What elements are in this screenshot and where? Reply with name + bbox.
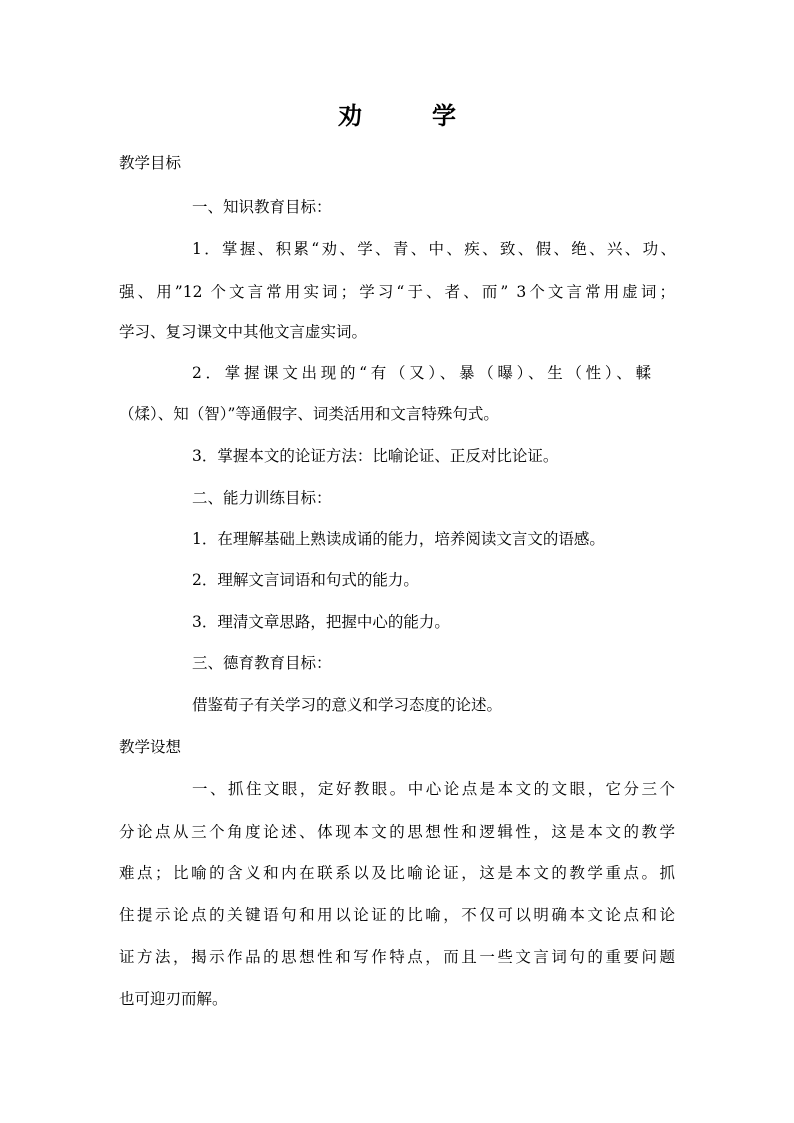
paragraph-line: 1．掌握、积累“劝、学、青、中、疾、致、假、绝、兴、功、 xyxy=(192,240,676,258)
paragraph-line: 住提示论点的关键语句和用以论证的比喻，不仅可以明确本文论点和论 xyxy=(119,906,675,924)
subheading-moral-goals: 三、德育教育目标： xyxy=(192,654,332,672)
paragraph-line: 也可迎刃而解。 xyxy=(119,990,228,1008)
paragraph-line: 2．掌握课文出现的“有（又）、暴（曝）、生（性）、輮 xyxy=(192,364,651,382)
paragraph-line: 学习、复习课文中其他文言虚实词。 xyxy=(119,323,368,341)
paragraph-line: 借鉴荀子有关学习的意义和学习态度的论述。 xyxy=(192,696,503,714)
subheading-knowledge-goals: 一、知识教育目标： xyxy=(192,198,332,216)
paragraph-line: 2．理解文言词语和句式的能力。 xyxy=(192,571,419,589)
paragraph-line: 难点；比喻的含义和内在联系以及比喻论证，这是本文的教学重点。抓 xyxy=(119,864,675,882)
paragraph-line: 3．掌握本文的论证方法：比喻论证、正反对比论证。 xyxy=(192,447,559,465)
title-char-1: 劝 xyxy=(338,101,362,130)
section-heading-teaching-goals: 教学目标 xyxy=(119,154,182,172)
paragraph-line: 证方法，揭示作品的思想性和写作特点，而且一些文言词句的重要问题 xyxy=(119,948,675,966)
section-heading-teaching-ideas: 教学设想 xyxy=(119,738,182,756)
paragraph-line: 强、用”12 个文言常用实词；学习“于、者、而” 3个文言常用虚词； xyxy=(119,283,675,301)
paragraph-line: 一、抓住文眼，定好教眼。中心论点是本文的文眼，它分三个 xyxy=(192,780,675,798)
paragraph-line: 1．在理解基础上熟读成诵的能力，培养阅读文言文的语感。 xyxy=(192,530,605,548)
title-char-2: 学 xyxy=(432,101,456,130)
page-title xyxy=(0,98,794,134)
subheading-ability-goals: 二、能力训练目标： xyxy=(192,489,332,507)
paragraph-line: 3．理清文章思路，把握中心的能力。 xyxy=(192,613,450,631)
paragraph-line: （煣）、知（智）”等通假字、词类活用和文言特殊句式。 xyxy=(119,405,499,423)
paragraph-line: 分论点从三个角度论述、体现本文的思想性和逻辑性，这是本文的教学 xyxy=(119,823,675,841)
